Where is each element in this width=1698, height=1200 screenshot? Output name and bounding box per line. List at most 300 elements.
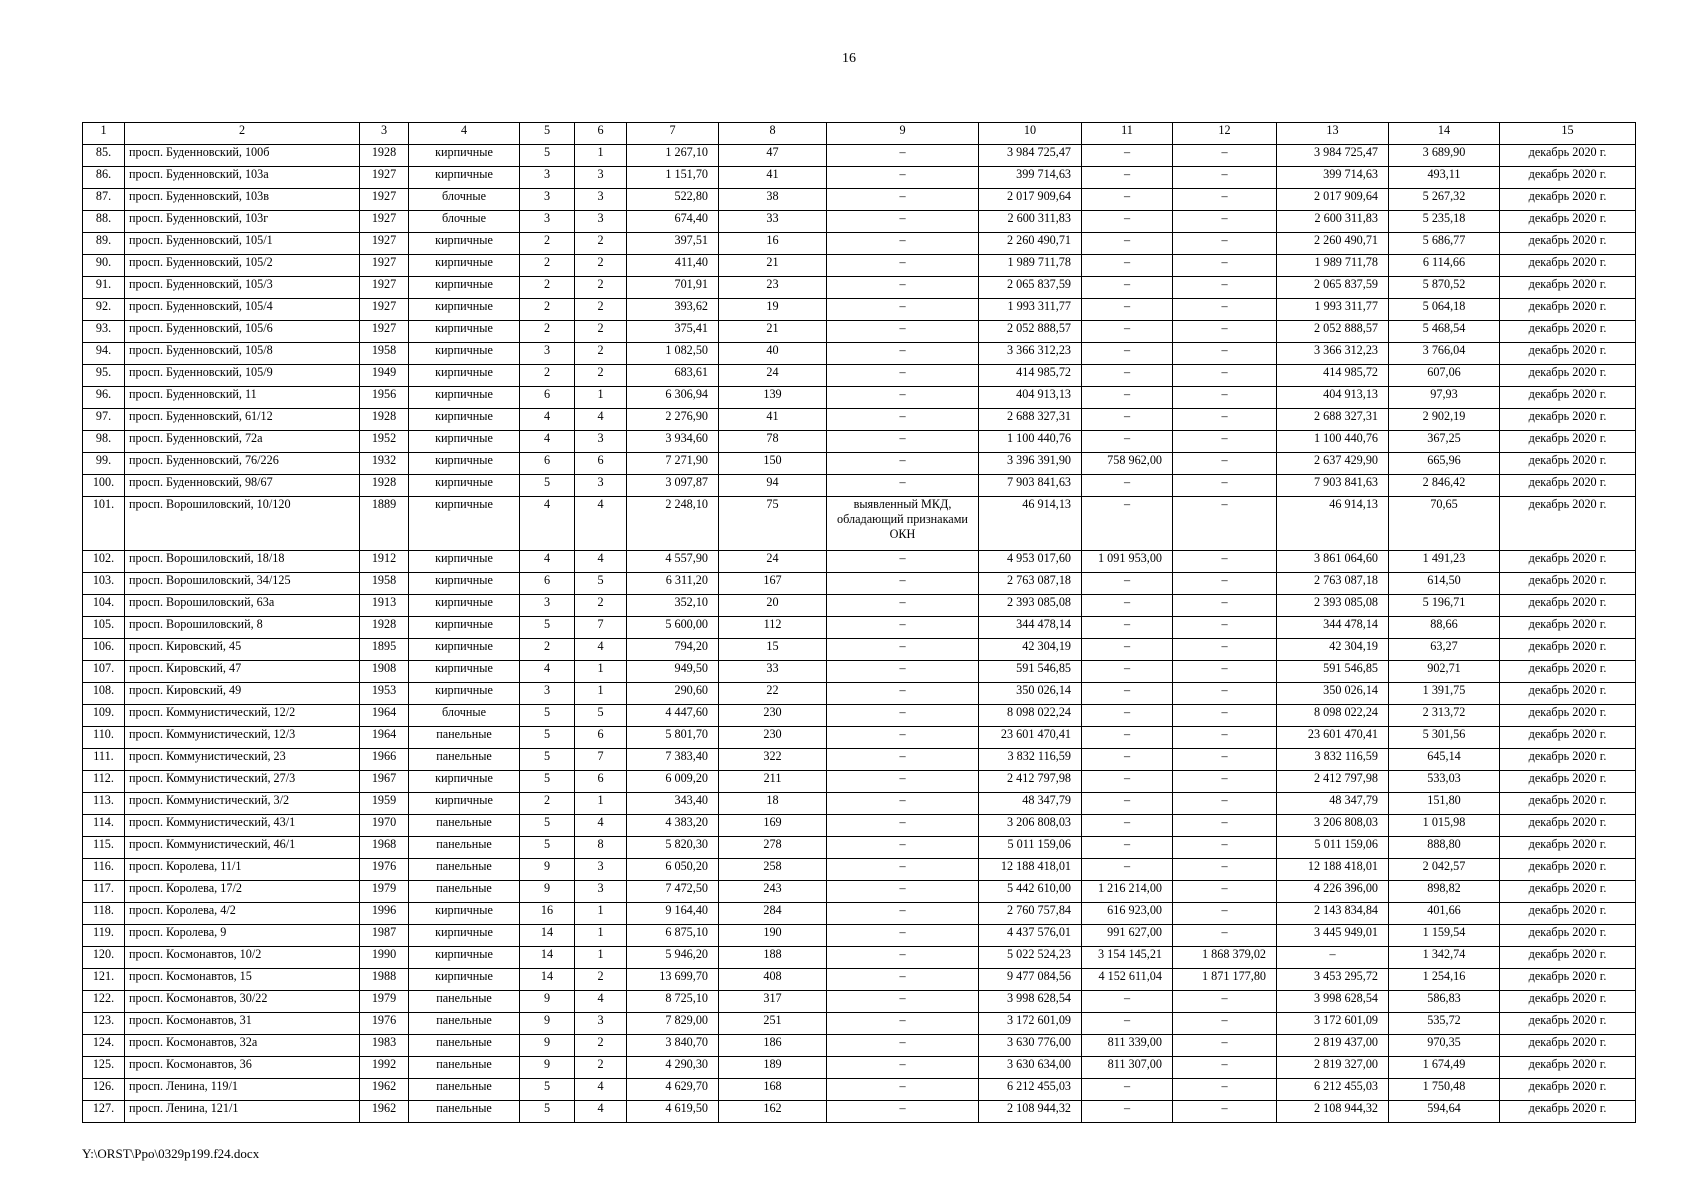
cell-cost-per-sqm: 2 313,72: [1389, 705, 1500, 727]
cell-area: 6 009,20: [627, 771, 719, 793]
cell-residents: 75: [719, 497, 827, 551]
cell-floors: 5: [520, 771, 575, 793]
cell-total-cost: 414 985,72: [979, 365, 1082, 387]
column-number-10: 10: [979, 123, 1082, 145]
cell-cost-per-sqm: 535,72: [1389, 1013, 1500, 1035]
cell-deadline: декабрь 2020 г.: [1500, 661, 1636, 683]
cell-total-cost: 23 601 470,41: [979, 727, 1082, 749]
cell-deadline: декабрь 2020 г.: [1500, 365, 1636, 387]
cell-status-note: –: [827, 409, 979, 431]
page-number: 16: [842, 51, 856, 66]
cell-status-note: –: [827, 859, 979, 881]
table-row: [83, 475, 1636, 497]
cell-total-cost: 5 022 524,23: [979, 947, 1082, 969]
cell-residents: 40: [719, 343, 827, 365]
cell-cost-col-11: 991 627,00: [1082, 925, 1173, 947]
cell-row-number: 117.: [83, 881, 125, 903]
cell-entrances: 8: [575, 837, 627, 859]
cell-deadline: декабрь 2020 г.: [1500, 299, 1636, 321]
cell-cost-col-12: –: [1173, 475, 1277, 497]
cell-status-note: –: [827, 969, 979, 991]
cell-entrances: 2: [575, 255, 627, 277]
cell-cost-col-12: –: [1173, 661, 1277, 683]
cell-cost-col-11: –: [1082, 771, 1173, 793]
table-row: [83, 167, 1636, 189]
cell-status-note: –: [827, 387, 979, 409]
table-row: [83, 991, 1636, 1013]
cell-floors: 5: [520, 475, 575, 497]
cell-year-built: 1928: [360, 145, 409, 167]
cell-year-built: 1976: [360, 1013, 409, 1035]
cell-total-cost: 2 760 757,84: [979, 903, 1082, 925]
cell-row-number: 89.: [83, 233, 125, 255]
cell-wall-material: кирпичные: [409, 167, 520, 189]
cell-year-built: 1913: [360, 595, 409, 617]
cell-wall-material: кирпичные: [409, 453, 520, 475]
cell-entrances: 6: [575, 453, 627, 475]
cell-address: просп. Ворошиловский, 10/120: [125, 497, 360, 551]
cell-address: просп. Космонавтов, 10/2: [125, 947, 360, 969]
cell-cost-col-12: –: [1173, 453, 1277, 475]
cell-residents: 258: [719, 859, 827, 881]
cell-address: просп. Коммунистический, 46/1: [125, 837, 360, 859]
table-row: [83, 189, 1636, 211]
cell-total-cost: 6 212 455,03: [979, 1079, 1082, 1101]
cell-residents: 33: [719, 211, 827, 233]
table-row: [83, 1101, 1636, 1123]
column-number-13: 13: [1277, 123, 1389, 145]
table-body: [83, 145, 1636, 1123]
cell-floors: 2: [520, 321, 575, 343]
cell-residents: 284: [719, 903, 827, 925]
cell-entrances: 7: [575, 749, 627, 771]
cell-cost-col-12: –: [1173, 321, 1277, 343]
cell-cost-per-sqm: 533,03: [1389, 771, 1500, 793]
cell-cost-col-13: 1 100 440,76: [1277, 431, 1389, 453]
cell-status-note: –: [827, 343, 979, 365]
cell-residents: 189: [719, 1057, 827, 1079]
cell-row-number: 90.: [83, 255, 125, 277]
footer-file-path: Y:\ORST\Ppo\0329p199.f24.docx: [82, 1146, 260, 1161]
cell-residents: 322: [719, 749, 827, 771]
cell-status-note: –: [827, 617, 979, 639]
cell-cost-col-11: –: [1082, 683, 1173, 705]
cell-address: просп. Буденновский, 105/1: [125, 233, 360, 255]
cell-total-cost: 3 396 391,90: [979, 453, 1082, 475]
cell-cost-col-11: 1 091 953,00: [1082, 551, 1173, 573]
cell-address: просп. Буденновский, 103в: [125, 189, 360, 211]
cell-cost-col-12: –: [1173, 145, 1277, 167]
cell-area: 701,91: [627, 277, 719, 299]
cell-total-cost: 399 714,63: [979, 167, 1082, 189]
cell-status-note: –: [827, 255, 979, 277]
cell-residents: 167: [719, 573, 827, 595]
cell-address: просп. Ленина, 119/1: [125, 1079, 360, 1101]
cell-deadline: декабрь 2020 г.: [1500, 859, 1636, 881]
cell-year-built: 1953: [360, 683, 409, 705]
cell-deadline: декабрь 2020 г.: [1500, 189, 1636, 211]
cell-year-built: 1959: [360, 793, 409, 815]
cell-row-number: 125.: [83, 1057, 125, 1079]
cell-year-built: 1927: [360, 321, 409, 343]
cell-floors: 2: [520, 233, 575, 255]
cell-residents: 230: [719, 705, 827, 727]
column-number-11: 11: [1082, 123, 1173, 145]
housing-table: [82, 122, 1636, 1123]
cell-cost-col-12: –: [1173, 189, 1277, 211]
cell-total-cost: 2 763 087,18: [979, 573, 1082, 595]
table-row: [83, 969, 1636, 991]
cell-floors: 5: [520, 837, 575, 859]
cell-cost-col-11: –: [1082, 991, 1173, 1013]
cell-cost-per-sqm: 6 114,66: [1389, 255, 1500, 277]
table-row: [83, 837, 1636, 859]
cell-wall-material: кирпичные: [409, 573, 520, 595]
cell-cost-col-13: 2 412 797,98: [1277, 771, 1389, 793]
cell-cost-col-11: –: [1082, 705, 1173, 727]
table-row: [83, 211, 1636, 233]
cell-address: просп. Буденновский, 105/9: [125, 365, 360, 387]
cell-area: 7 383,40: [627, 749, 719, 771]
cell-year-built: 1928: [360, 409, 409, 431]
cell-status-note: –: [827, 573, 979, 595]
cell-area: 5 801,70: [627, 727, 719, 749]
cell-area: 397,51: [627, 233, 719, 255]
cell-wall-material: кирпичные: [409, 343, 520, 365]
table-row: [83, 497, 1636, 551]
column-number-5: 5: [520, 123, 575, 145]
cell-floors: 9: [520, 1057, 575, 1079]
cell-status-note: –: [827, 595, 979, 617]
cell-deadline: декабрь 2020 г.: [1500, 1013, 1636, 1035]
cell-year-built: 1970: [360, 815, 409, 837]
cell-area: 8 725,10: [627, 991, 719, 1013]
cell-row-number: 92.: [83, 299, 125, 321]
cell-cost-col-12: –: [1173, 409, 1277, 431]
cell-residents: 15: [719, 639, 827, 661]
cell-year-built: 1962: [360, 1101, 409, 1123]
cell-entrances: 4: [575, 497, 627, 551]
cell-floors: 14: [520, 925, 575, 947]
cell-cost-col-13: 1 989 711,78: [1277, 255, 1389, 277]
cell-address: просп. Коммунистический, 27/3: [125, 771, 360, 793]
cell-cost-per-sqm: 5 301,56: [1389, 727, 1500, 749]
cell-total-cost: 7 903 841,63: [979, 475, 1082, 497]
cell-area: 1 082,50: [627, 343, 719, 365]
cell-cost-col-12: –: [1173, 551, 1277, 573]
cell-floors: 6: [520, 573, 575, 595]
cell-cost-col-13: 2 052 888,57: [1277, 321, 1389, 343]
cell-entrances: 3: [575, 475, 627, 497]
cell-year-built: 1958: [360, 573, 409, 595]
cell-cost-per-sqm: 2 902,19: [1389, 409, 1500, 431]
cell-floors: 9: [520, 1013, 575, 1035]
cell-area: 4 619,50: [627, 1101, 719, 1123]
cell-total-cost: 46 914,13: [979, 497, 1082, 551]
cell-cost-col-11: –: [1082, 431, 1173, 453]
cell-floors: 14: [520, 969, 575, 991]
cell-deadline: декабрь 2020 г.: [1500, 573, 1636, 595]
cell-cost-col-12: –: [1173, 903, 1277, 925]
cell-cost-col-11: –: [1082, 661, 1173, 683]
cell-area: 674,40: [627, 211, 719, 233]
cell-year-built: 1927: [360, 189, 409, 211]
cell-cost-per-sqm: 1 254,16: [1389, 969, 1500, 991]
cell-year-built: 1928: [360, 475, 409, 497]
cell-total-cost: 2 260 490,71: [979, 233, 1082, 255]
cell-area: 4 290,30: [627, 1057, 719, 1079]
cell-residents: 150: [719, 453, 827, 475]
cell-deadline: декабрь 2020 г.: [1500, 815, 1636, 837]
cell-address: просп. Королева, 11/1: [125, 859, 360, 881]
cell-entrances: 3: [575, 189, 627, 211]
cell-entrances: 2: [575, 595, 627, 617]
cell-deadline: декабрь 2020 г.: [1500, 705, 1636, 727]
cell-status-note: –: [827, 1035, 979, 1057]
cell-cost-col-11: 758 962,00: [1082, 453, 1173, 475]
cell-year-built: 1962: [360, 1079, 409, 1101]
cell-cost-col-11: –: [1082, 1101, 1173, 1123]
cell-row-number: 110.: [83, 727, 125, 749]
cell-total-cost: 3 630 634,00: [979, 1057, 1082, 1079]
column-number-14: 14: [1389, 123, 1500, 145]
cell-area: 2 248,10: [627, 497, 719, 551]
cell-total-cost: 2 600 311,83: [979, 211, 1082, 233]
cell-wall-material: блочные: [409, 189, 520, 211]
cell-deadline: декабрь 2020 г.: [1500, 211, 1636, 233]
cell-wall-material: панельные: [409, 991, 520, 1013]
cell-status-note: –: [827, 365, 979, 387]
table-row: [83, 299, 1636, 321]
cell-floors: 9: [520, 859, 575, 881]
cell-year-built: 1895: [360, 639, 409, 661]
table-row: [83, 859, 1636, 881]
cell-address: просп. Буденновский, 105/3: [125, 277, 360, 299]
cell-address: просп. Буденновский, 11: [125, 387, 360, 409]
cell-cost-col-12: –: [1173, 277, 1277, 299]
cell-cost-col-12: –: [1173, 683, 1277, 705]
cell-address: просп. Коммунистический, 3/2: [125, 793, 360, 815]
cell-wall-material: панельные: [409, 859, 520, 881]
cell-wall-material: кирпичные: [409, 321, 520, 343]
cell-area: 393,62: [627, 299, 719, 321]
cell-residents: 16: [719, 233, 827, 255]
table-row: [83, 705, 1636, 727]
cell-address: просп. Королева, 4/2: [125, 903, 360, 925]
cell-cost-col-11: –: [1082, 1079, 1173, 1101]
cell-entrances: 5: [575, 705, 627, 727]
cell-deadline: декабрь 2020 г.: [1500, 145, 1636, 167]
cell-year-built: 1949: [360, 365, 409, 387]
cell-address: просп. Коммунистический, 43/1: [125, 815, 360, 837]
cell-year-built: 1958: [360, 343, 409, 365]
cell-residents: 317: [719, 991, 827, 1013]
cell-row-number: 106.: [83, 639, 125, 661]
cell-cost-col-12: –: [1173, 617, 1277, 639]
cell-year-built: 1988: [360, 969, 409, 991]
cell-status-note: –: [827, 431, 979, 453]
cell-cost-col-12: –: [1173, 881, 1277, 903]
cell-address: просп. Коммунистический, 23: [125, 749, 360, 771]
cell-area: 2 276,90: [627, 409, 719, 431]
cell-status-note: –: [827, 277, 979, 299]
cell-year-built: 1990: [360, 947, 409, 969]
cell-cost-col-13: 2 688 327,31: [1277, 409, 1389, 431]
cell-deadline: декабрь 2020 г.: [1500, 749, 1636, 771]
cell-cost-col-13: 5 011 159,06: [1277, 837, 1389, 859]
cell-area: 375,41: [627, 321, 719, 343]
cell-cost-col-11: 811 307,00: [1082, 1057, 1173, 1079]
cell-status-note: –: [827, 321, 979, 343]
cell-address: просп. Буденновский, 76/226: [125, 453, 360, 475]
table-row: [83, 881, 1636, 903]
cell-cost-col-11: –: [1082, 409, 1173, 431]
cell-entrances: 2: [575, 365, 627, 387]
cell-cost-per-sqm: 1 342,74: [1389, 947, 1500, 969]
cell-cost-col-13: 344 478,14: [1277, 617, 1389, 639]
cell-row-number: 98.: [83, 431, 125, 453]
cell-cost-col-13: 2 819 327,00: [1277, 1057, 1389, 1079]
cell-cost-col-12: –: [1173, 705, 1277, 727]
cell-cost-col-11: 1 216 214,00: [1082, 881, 1173, 903]
cell-cost-col-13: 2 763 087,18: [1277, 573, 1389, 595]
cell-deadline: декабрь 2020 г.: [1500, 837, 1636, 859]
cell-wall-material: кирпичные: [409, 387, 520, 409]
cell-cost-col-11: –: [1082, 233, 1173, 255]
cell-cost-per-sqm: 888,80: [1389, 837, 1500, 859]
cell-cost-per-sqm: 1 159,54: [1389, 925, 1500, 947]
cell-area: 4 447,60: [627, 705, 719, 727]
table-row: [83, 277, 1636, 299]
cell-residents: 24: [719, 365, 827, 387]
cell-deadline: декабрь 2020 г.: [1500, 1101, 1636, 1123]
cell-wall-material: кирпичные: [409, 233, 520, 255]
cell-row-number: 111.: [83, 749, 125, 771]
cell-entrances: 1: [575, 387, 627, 409]
cell-entrances: 3: [575, 167, 627, 189]
cell-cost-col-13: 350 026,14: [1277, 683, 1389, 705]
cell-deadline: декабрь 2020 г.: [1500, 277, 1636, 299]
cell-row-number: 96.: [83, 387, 125, 409]
cell-cost-col-12: 1 868 379,02: [1173, 947, 1277, 969]
cell-row-number: 100.: [83, 475, 125, 497]
cell-year-built: 1964: [360, 727, 409, 749]
cell-area: 4 557,90: [627, 551, 719, 573]
cell-deadline: декабрь 2020 г.: [1500, 1079, 1636, 1101]
cell-cost-col-12: –: [1173, 1013, 1277, 1035]
cell-wall-material: панельные: [409, 749, 520, 771]
cell-residents: 33: [719, 661, 827, 683]
cell-deadline: декабрь 2020 г.: [1500, 497, 1636, 551]
cell-area: 5 820,30: [627, 837, 719, 859]
cell-entrances: 1: [575, 683, 627, 705]
cell-row-number: 121.: [83, 969, 125, 991]
cell-wall-material: кирпичные: [409, 661, 520, 683]
cell-row-number: 123.: [83, 1013, 125, 1035]
cell-cost-col-13: 399 714,63: [1277, 167, 1389, 189]
cell-wall-material: панельные: [409, 1101, 520, 1123]
cell-cost-per-sqm: 1 674,49: [1389, 1057, 1500, 1079]
table-row: [83, 617, 1636, 639]
cell-wall-material: панельные: [409, 1035, 520, 1057]
cell-total-cost: 591 546,85: [979, 661, 1082, 683]
cell-cost-col-13: 3 445 949,01: [1277, 925, 1389, 947]
cell-year-built: 1967: [360, 771, 409, 793]
column-number-6: 6: [575, 123, 627, 145]
cell-cost-per-sqm: 5 468,54: [1389, 321, 1500, 343]
cell-cost-per-sqm: 63,27: [1389, 639, 1500, 661]
cell-address: просп. Коммунистический, 12/2: [125, 705, 360, 727]
cell-deadline: декабрь 2020 г.: [1500, 255, 1636, 277]
cell-deadline: декабрь 2020 г.: [1500, 727, 1636, 749]
column-number-3: 3: [360, 123, 409, 145]
cell-total-cost: 404 913,13: [979, 387, 1082, 409]
cell-floors: 5: [520, 1079, 575, 1101]
cell-total-cost: 9 477 084,56: [979, 969, 1082, 991]
cell-row-number: 99.: [83, 453, 125, 475]
table-row: [83, 727, 1636, 749]
cell-deadline: декабрь 2020 г.: [1500, 343, 1636, 365]
cell-cost-col-11: –: [1082, 639, 1173, 661]
cell-row-number: 93.: [83, 321, 125, 343]
cell-status-note: –: [827, 727, 979, 749]
cell-area: 1 267,10: [627, 145, 719, 167]
table-row: [83, 431, 1636, 453]
cell-wall-material: панельные: [409, 1079, 520, 1101]
cell-row-number: 91.: [83, 277, 125, 299]
cell-deadline: декабрь 2020 г.: [1500, 475, 1636, 497]
cell-year-built: 1928: [360, 617, 409, 639]
cell-wall-material: кирпичные: [409, 925, 520, 947]
cell-deadline: декабрь 2020 г.: [1500, 771, 1636, 793]
cell-deadline: декабрь 2020 г.: [1500, 387, 1636, 409]
cell-total-cost: 8 098 022,24: [979, 705, 1082, 727]
column-number-7: 7: [627, 123, 719, 145]
cell-cost-col-13: 2 260 490,71: [1277, 233, 1389, 255]
cell-cost-col-13: 8 098 022,24: [1277, 705, 1389, 727]
cell-status-note: –: [827, 1057, 979, 1079]
cell-floors: 3: [520, 167, 575, 189]
cell-row-number: 126.: [83, 1079, 125, 1101]
cell-residents: 186: [719, 1035, 827, 1057]
cell-residents: 38: [719, 189, 827, 211]
cell-cost-per-sqm: 2 042,57: [1389, 859, 1500, 881]
cell-wall-material: кирпичные: [409, 277, 520, 299]
cell-cost-col-13: 3 172 601,09: [1277, 1013, 1389, 1035]
cell-row-number: 95.: [83, 365, 125, 387]
table-row: [83, 595, 1636, 617]
cell-residents: 94: [719, 475, 827, 497]
cell-status-note: –: [827, 1101, 979, 1123]
cell-cost-col-11: 811 339,00: [1082, 1035, 1173, 1057]
cell-address: просп. Ленина, 121/1: [125, 1101, 360, 1123]
cell-year-built: 1912: [360, 551, 409, 573]
cell-year-built: 1927: [360, 233, 409, 255]
cell-cost-col-11: –: [1082, 617, 1173, 639]
table-row: [83, 793, 1636, 815]
cell-floors: 5: [520, 1101, 575, 1123]
cell-deadline: декабрь 2020 г.: [1500, 969, 1636, 991]
cell-row-number: 124.: [83, 1035, 125, 1057]
cell-cost-col-12: –: [1173, 771, 1277, 793]
cell-row-number: 104.: [83, 595, 125, 617]
cell-cost-col-13: –: [1277, 947, 1389, 969]
table-row: [83, 255, 1636, 277]
cell-wall-material: кирпичные: [409, 431, 520, 453]
cell-floors: 5: [520, 705, 575, 727]
cell-row-number: 127.: [83, 1101, 125, 1123]
cell-year-built: 1956: [360, 387, 409, 409]
